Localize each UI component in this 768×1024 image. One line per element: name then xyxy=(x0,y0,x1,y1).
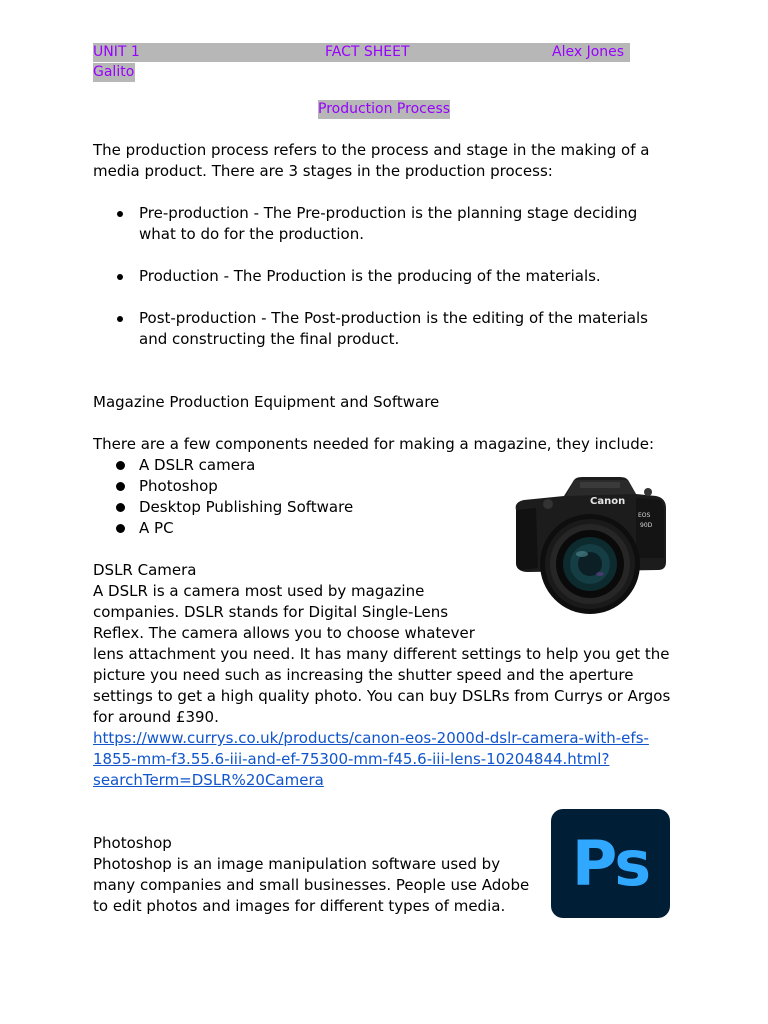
bullet-icon xyxy=(117,274,123,280)
dslr-camera-image xyxy=(508,472,672,618)
stage-3-line-1: Post-production - The Post-production is the editing of the materials xyxy=(139,309,648,327)
intro-line-2: media product. There are 3 stages in the production process: xyxy=(93,162,553,180)
stage-1-line-2: what to do for the production. xyxy=(139,225,364,243)
bullet-icon xyxy=(116,503,125,512)
header-unit: UNIT 1 xyxy=(93,44,140,60)
equipment-item-3: Desktop Publishing Software xyxy=(139,498,354,516)
photoshop-line-2: many companies and small businesses. People use Adobe xyxy=(93,876,530,894)
photoshop-logo-text: Ps xyxy=(571,826,650,900)
stage-2-line-1: Production - The Production is the producing of the materials. xyxy=(139,267,601,285)
header-title: FACT SHEET xyxy=(325,44,410,60)
currys-link-line-3[interactable]: searchTerm=DSLR%20Camera xyxy=(93,771,324,789)
dslr-line-5: picture you need such as increasing the shutter speed and the aperture xyxy=(93,666,634,684)
photoshop-heading: Photoshop xyxy=(93,834,172,852)
dslr-line-6: settings to get a high quality photo. You can buy DSLRs from Currys or Argos xyxy=(93,687,671,705)
currys-link-line-2[interactable]: 1855-mm-f3.55.6-iii-and-ef-75300-mm-f45.6-iii-lens-10204844.html? xyxy=(93,750,610,768)
header-author-surname: Galito xyxy=(93,64,135,80)
camera-model-text-2: 90D xyxy=(640,522,653,529)
currys-link-line-1[interactable]: https://www.currys.co.uk/products/canon-eos-2000d-dslr-camera-with-efs- xyxy=(93,729,649,747)
equipment-item-2: Photoshop xyxy=(139,477,218,495)
stage-1-line-1: Pre-production - The Pre-production is the planning stage deciding xyxy=(139,204,638,222)
bullet-icon xyxy=(117,211,123,217)
bullet-icon xyxy=(116,524,125,533)
camera-model-text: EOS xyxy=(638,512,651,519)
stage-3-line-2: and constructing the final product. xyxy=(139,330,400,348)
dslr-line-3: Reflex. The camera allows you to choose whatever xyxy=(93,624,475,642)
camera-brand-text: Canon xyxy=(590,496,626,507)
equipment-intro: There are a few components needed for making a magazine, they include: xyxy=(93,435,655,453)
dslr-heading: DSLR Camera xyxy=(93,561,197,579)
equipment-item-4: A PC xyxy=(139,519,174,537)
dslr-line-1: A DSLR is a camera most used by magazine xyxy=(93,582,425,600)
equipment-item-1: A DSLR camera xyxy=(139,456,256,474)
photoshop-line-1: Photoshop is an image manipulation software used by xyxy=(93,855,501,873)
photoshop-logo xyxy=(551,809,670,918)
dslr-line-2: companies. DSLR stands for Digital Single-Lens xyxy=(93,603,449,621)
photoshop-line-3: to edit photos and images for different types of media. xyxy=(93,897,506,915)
equipment-heading: Magazine Production Equipment and Software xyxy=(93,393,440,411)
dslr-line-7: for around £390. xyxy=(93,708,219,726)
header-author: Alex Jones xyxy=(552,44,625,60)
section-title: Production Process xyxy=(318,101,451,117)
intro-line-1: The production process refers to the process and stage in the making of a xyxy=(93,141,650,159)
bullet-icon xyxy=(117,316,123,322)
bullet-icon xyxy=(116,461,125,470)
bullet-icon xyxy=(116,482,125,491)
dslr-line-4: lens attachment you need. It has many different settings to help you get the xyxy=(93,645,670,663)
